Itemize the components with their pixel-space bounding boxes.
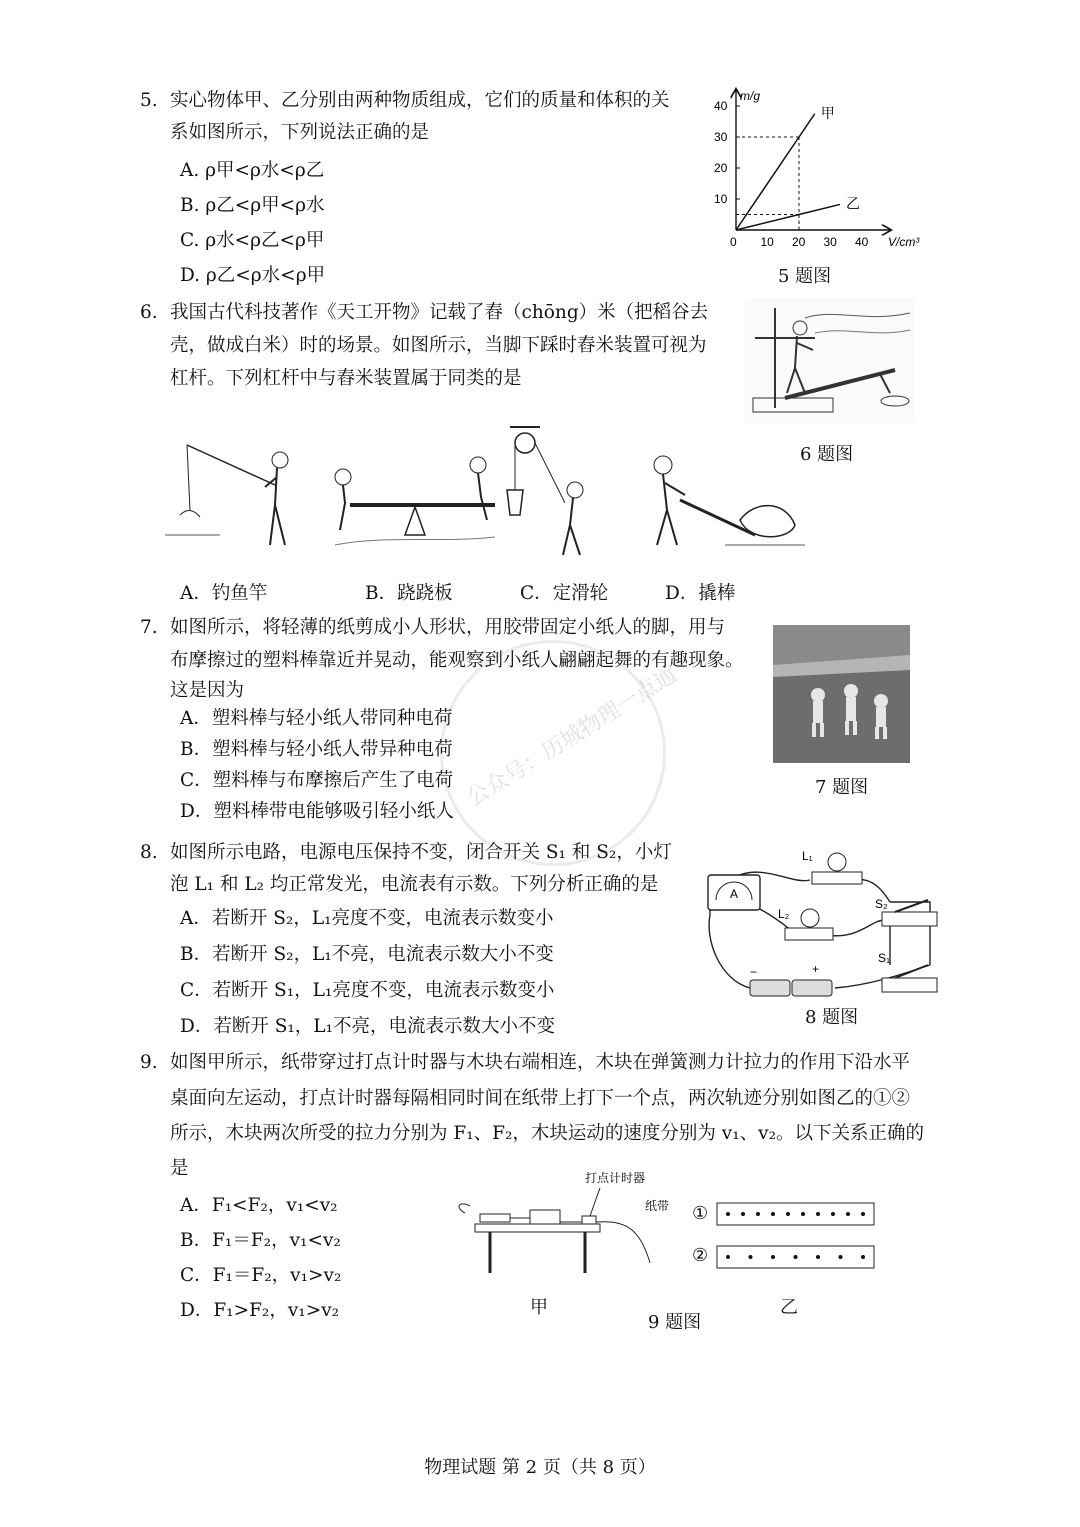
q6-stem-line1: 我国古代科技著作《天工开物》记载了舂（chōng）米（把稻谷去	[170, 302, 709, 323]
battery-minus-label: −	[750, 965, 758, 979]
q5-option-d: D. ρ乙<ρ水<ρ甲	[180, 265, 326, 286]
q6-number: 6.	[140, 302, 158, 323]
q9-stem-line2: 桌面向左运动，打点计时器每隔相同时间在纸带上打下一个点，两次轨迹分别如图乙的①②	[170, 1088, 911, 1109]
track1-dot	[771, 1212, 775, 1216]
spring-scale	[480, 1214, 510, 1222]
page-footer: 物理试题 第 2 页（共 8 页）	[424, 1457, 656, 1478]
fishing-rod-figure	[165, 445, 288, 545]
ammeter-label: A	[730, 887, 739, 901]
q5-caption: 5 题图	[778, 266, 832, 287]
q6-stem-line2: 壳，做成白米）时的场景。如图所示，当脚下踩时舂米装置可视为	[170, 335, 707, 356]
q9-track2-label: ②	[692, 1245, 709, 1266]
q5-xlabel: V/cm³	[888, 235, 920, 249]
q8-option-b: B．若断开 S₂，L₁不亮，电流表示数大小不变	[180, 944, 554, 965]
q5-series-label-1: 乙	[845, 195, 860, 212]
q6-option-c: C．定滑轮	[520, 583, 609, 604]
q9-stem-line3: 所示，木块两次所受的拉力分别为 F₁、F₂，木块运动的速度分别为 v₁、v₂。以下关系正确的	[170, 1123, 925, 1144]
seesaw-figure	[335, 457, 495, 545]
q5-x-tick-40: 40	[855, 235, 869, 249]
q5-option-b: B. ρ乙<ρ甲<ρ水	[180, 195, 325, 216]
s1-label: S₁	[878, 951, 891, 965]
q6-lever-options-illustration	[165, 425, 805, 565]
q7-number: 7.	[140, 617, 158, 638]
q7-option-b: B．塑料棒与轻小纸人带异种电荷	[180, 739, 453, 760]
q6-rice-pounder-illustration	[745, 298, 915, 423]
q9-track1-label: ①	[692, 1203, 709, 1224]
q5-series-label-0: 甲	[820, 104, 835, 121]
q5-ylabel: m/g	[740, 89, 761, 103]
q5-option-a: A. ρ甲<ρ水<ρ乙	[180, 160, 325, 181]
q5-y-tick-10: 10	[714, 192, 728, 206]
q9-option-b: B．F₁＝F₂，v₁<v₂	[180, 1230, 341, 1251]
bulb-l2-icon	[801, 909, 819, 927]
q5-option-c: C. ρ水<ρ乙<ρ甲	[180, 230, 325, 251]
switch-s2-base	[882, 912, 937, 926]
battery-2	[792, 980, 832, 996]
track2-dot	[861, 1255, 865, 1259]
q7-stem-line2: 布摩擦过的塑料棒靠近并晃动，能观察到小纸人翩翩起舞的有趣现象。	[170, 650, 744, 671]
q9-stem-line4: 是	[170, 1158, 189, 1179]
q9-timer-setup-diagram	[450, 1168, 670, 1278]
q8-stem-line1: 如图所示电路，电源电压保持不变，闭合开关 S₁ 和 S₂，小灯	[170, 842, 672, 863]
tape-track-1	[717, 1203, 874, 1225]
bulb-l2-base	[785, 928, 833, 940]
track2-dot	[839, 1255, 843, 1259]
bulb-l1-icon	[828, 853, 846, 871]
track2-dot	[771, 1255, 775, 1259]
q5-y-tick-30: 30	[714, 130, 728, 144]
q8-caption: 8 题图	[805, 1007, 859, 1028]
track1-dot	[816, 1212, 820, 1216]
track2-dot	[794, 1255, 798, 1259]
crowbar-figure	[654, 456, 805, 545]
q6-option-b: B．跷跷板	[365, 583, 453, 604]
q7-option-d: D．塑料棒带电能够吸引轻小纸人	[180, 801, 454, 822]
s2-label: S₂	[875, 897, 888, 911]
track1-dot	[846, 1212, 850, 1216]
q8-option-a: A．若断开 S₂，L₁亮度不变，电流表示数变小	[180, 908, 554, 929]
timer-device	[582, 1216, 596, 1224]
q9-option-c: C．F₁＝F₂，v₁>v₂	[180, 1265, 342, 1286]
q7-option-a: A．塑料棒与轻小纸人带同种电荷	[180, 708, 453, 729]
q9-tape-tracks	[716, 1202, 876, 1274]
q8-option-d: D．若断开 S₁，L₁不亮，电流表示数大小不变	[180, 1016, 556, 1037]
switch-s1-base	[882, 978, 937, 992]
l1-label: L₁	[802, 849, 813, 863]
bulb-l1-base	[812, 872, 862, 884]
q6-caption: 6 题图	[800, 444, 854, 465]
track1-dot	[831, 1212, 835, 1216]
q8-circuit-diagram	[700, 840, 945, 1000]
q9-option-a: A．F₁<F₂，v₁<v₂	[180, 1195, 338, 1216]
q7-paper-figures-photo	[773, 625, 910, 763]
q9-option-d: D．F₁>F₂，v₁>v₂	[180, 1300, 340, 1321]
battery-plus-label: +	[812, 962, 820, 976]
q5-number: 5.	[140, 90, 158, 111]
q8-option-c: C．若断开 S₁，L₁亮度不变，电流表示数变小	[180, 980, 555, 1001]
track1-dot	[786, 1212, 790, 1216]
fixed-pulley-figure	[507, 427, 583, 555]
track1-dot	[801, 1212, 805, 1216]
track1-dot	[726, 1212, 730, 1216]
track1-dot	[861, 1212, 865, 1216]
tape-label: 纸带	[645, 1199, 670, 1213]
q5-stem-line1: 实心物体甲、乙分别由两种物质组成，它们的质量和体积的关	[170, 90, 670, 111]
l2-label: L₂	[778, 907, 790, 921]
q5-stem-line2: 系如图所示，下列说法正确的是	[170, 122, 430, 143]
q7-option-c: C．塑料棒与布摩擦后产生了电荷	[180, 770, 454, 791]
track1-dot	[741, 1212, 745, 1216]
track2-dot	[816, 1255, 820, 1259]
q7-stem-line3: 这是因为	[170, 680, 245, 701]
timer-label: 打点计时器	[585, 1171, 646, 1185]
q8-number: 8.	[140, 842, 158, 863]
q6-option-a: A．钓鱼竿	[180, 583, 268, 604]
battery-1	[750, 980, 790, 996]
q7-stem-line1: 如图所示，将轻薄的纸剪成小人形状，用胶带固定小纸人的脚，用与	[170, 617, 726, 638]
q9-stem-line1: 如图甲所示，纸带穿过打点计时器与木块右端相连，木块在弹簧测力计拉力的作用下沿水平	[170, 1052, 911, 1073]
q5-y-tick-20: 20	[714, 161, 728, 175]
q8-stem-line2: 泡 L₁ 和 L₂ 均正常发光，电流表有示数。下列分析正确的是	[170, 874, 659, 895]
q9-fig-jia-label: 甲	[530, 1297, 548, 1318]
q5-series-line-0	[736, 114, 815, 230]
table-top	[475, 1224, 600, 1232]
q9-number: 9.	[140, 1052, 158, 1073]
wood-block	[530, 1210, 560, 1224]
track2-dot	[749, 1255, 753, 1259]
q5-mass-volume-chart	[700, 82, 940, 252]
q7-caption: 7 题图	[815, 777, 869, 798]
q5-y-tick-40: 40	[714, 99, 728, 113]
track1-dot	[756, 1212, 760, 1216]
q6-option-d: D．撬棒	[665, 583, 736, 604]
q9-caption: 9 题图	[648, 1312, 702, 1333]
q5-x-tick-0: 0	[730, 235, 737, 249]
track2-dot	[726, 1255, 730, 1259]
q5-x-tick-10: 10	[760, 235, 774, 249]
q6-stem-line3: 杠杆。下列杠杆中与舂米装置属于同类的是	[170, 368, 522, 389]
q5-x-tick-30: 30	[823, 235, 837, 249]
q5-x-tick-20: 20	[792, 235, 806, 249]
watermark-text: 公众号：历城物理一点通	[462, 662, 682, 812]
q9-fig-yi-label: 乙	[780, 1297, 798, 1318]
